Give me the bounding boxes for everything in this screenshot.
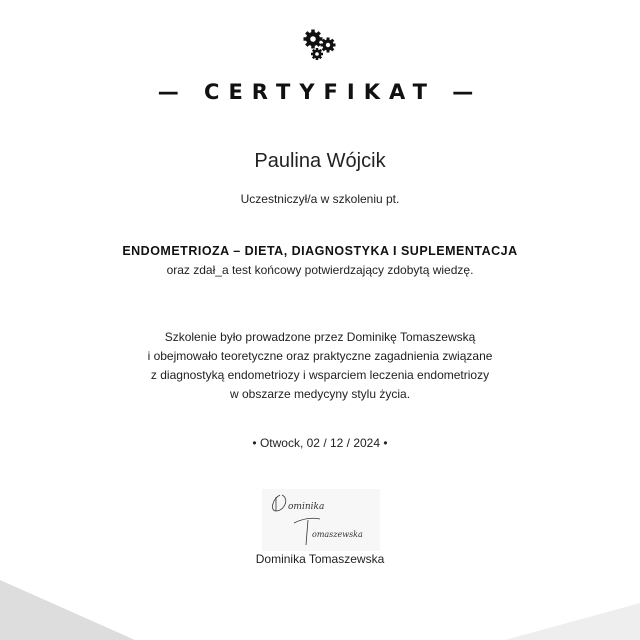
description-line: w obszarze medycyny stylu życia.	[229, 387, 411, 401]
svg-text:omaszewska: omaszewska	[312, 530, 363, 539]
svg-text:ominika: ominika	[288, 502, 325, 512]
place-date: • Otwock, 02 / 12 / 2024 •	[252, 436, 388, 450]
gears-icon	[300, 28, 340, 62]
description-line: z diagnostyką endometriozy i wsparciem leczenia endometriozy	[150, 368, 490, 382]
course-title: ENDOMETRIOZA – DIETA, DIAGNOSTYKA I SUPLEMENTACJA	[122, 244, 518, 258]
recipient-name: Paulina Wójcik	[254, 150, 386, 172]
handwritten-signature	[262, 489, 380, 551]
certificate-title: — CERTYFIKAT —	[157, 80, 483, 104]
test-text: oraz zdał_a test końcowy potwierdzający zdobytą wiedzę.	[166, 263, 474, 277]
description-line: Szkolenie było prowadzone przez Dominikę Tomaszewską	[164, 330, 476, 344]
description-line: i obejmowało teoretyczne oraz praktyczne zagadnienia związane	[147, 349, 493, 363]
signatory-name: Dominika Tomaszewska	[255, 552, 385, 566]
participation-text: Uczestniczył/a w szkoleniu pt.	[240, 192, 400, 206]
description	[0, 328, 640, 404]
